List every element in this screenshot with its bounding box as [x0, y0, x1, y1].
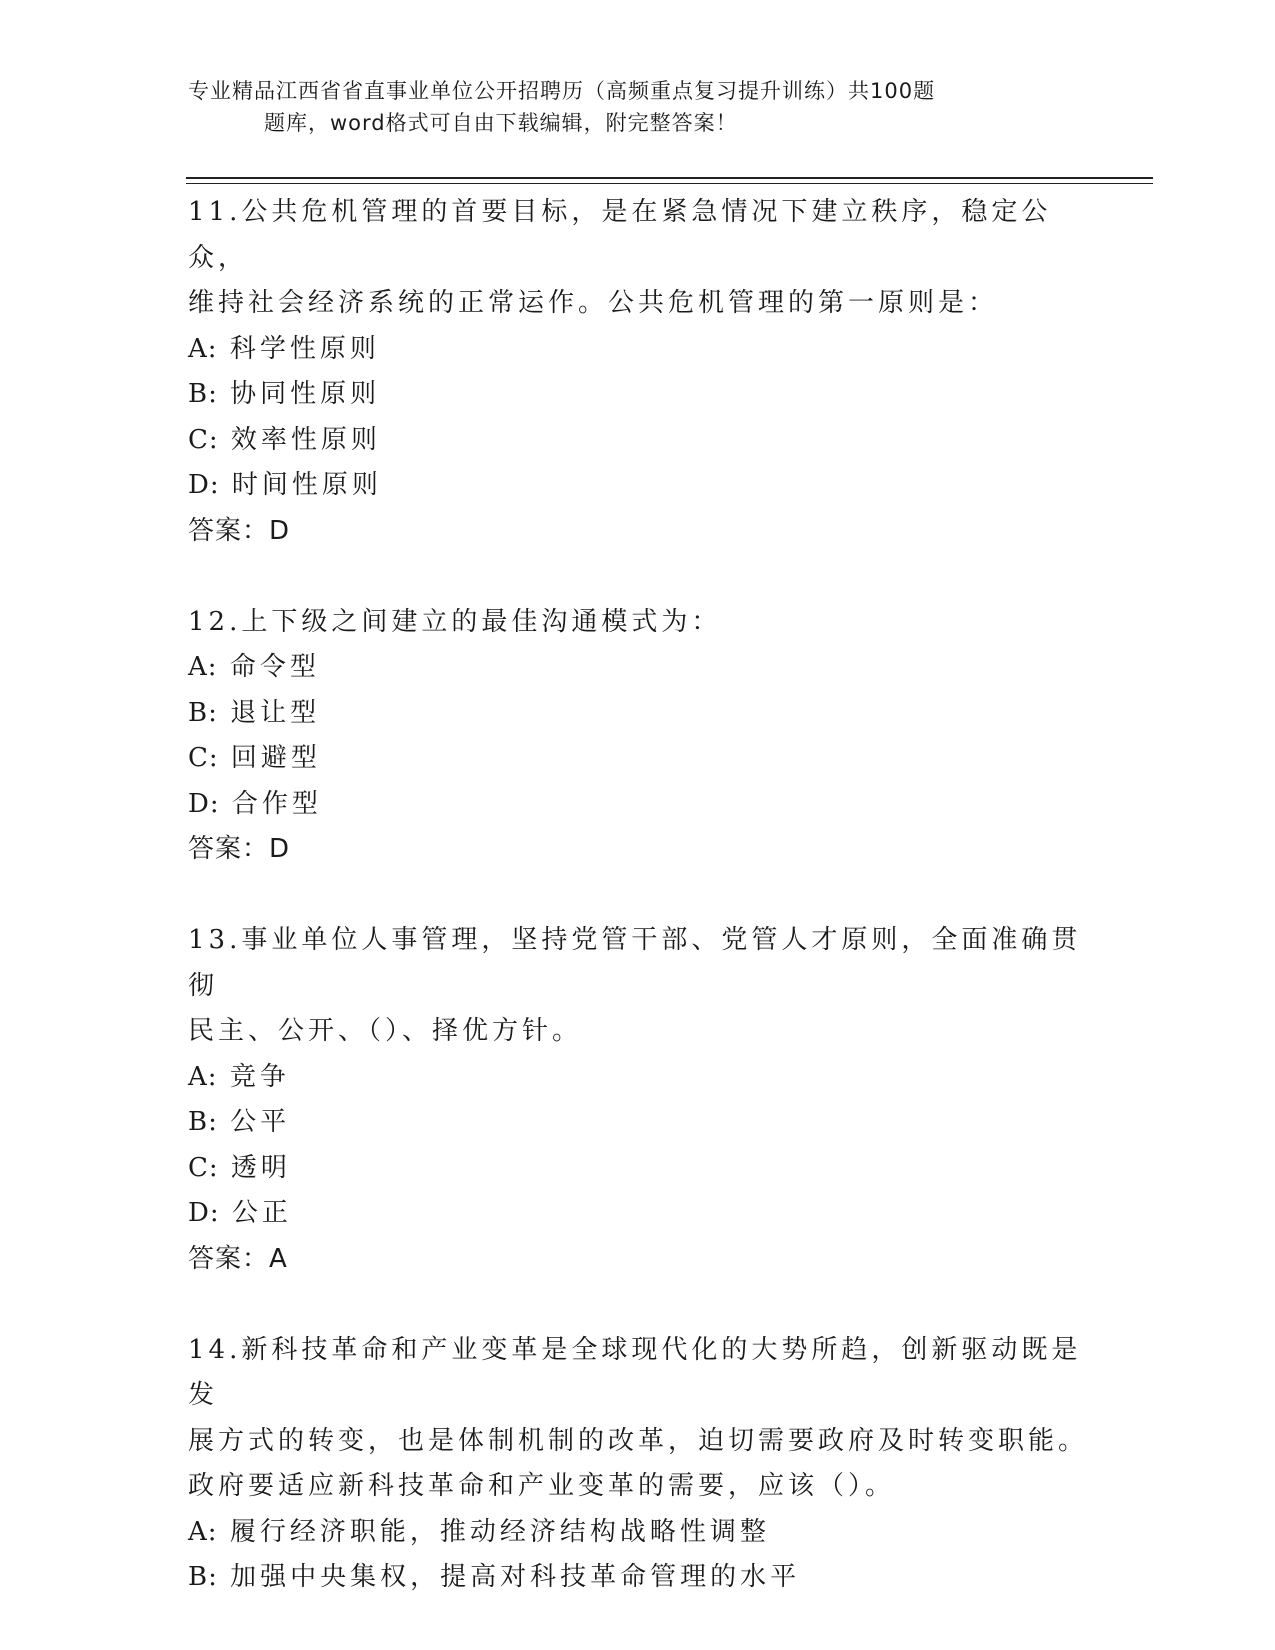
answer-line: 答案：D — [188, 834, 291, 864]
option-key: A: — [188, 1516, 218, 1547]
option-text: 透明 — [230, 1152, 291, 1183]
option-key: C: — [188, 424, 219, 455]
option-key: B: — [188, 697, 218, 728]
option-d — [188, 782, 1088, 828]
question-11 — [188, 190, 1088, 554]
option-a — [188, 1510, 1088, 1556]
question-text: 14.新科技革命和产业变革是全球现代化的大势所趋，创新驱动既是发 — [188, 1334, 1082, 1410]
question-text: 展方式的转变，也是体制机制的改革，迫切需要政府及时转变职能。 — [188, 1425, 1089, 1456]
question-text: 民主、公开、（）、择优方针。 — [188, 1016, 583, 1046]
option-key: B: — [188, 1562, 218, 1592]
option-b — [188, 691, 1088, 737]
option-key: A: — [188, 333, 218, 364]
spacer — [188, 554, 1088, 600]
option-text: 命令型 — [229, 652, 320, 682]
question-text: 政府要适应新科技革命和产业变革的需要，应该（）。 — [188, 1471, 896, 1501]
header-divider-thin — [186, 183, 1153, 184]
option-text: 回避型 — [230, 743, 321, 773]
option-text: 合作型 — [231, 788, 322, 819]
question-text: 13.事业单位人事管理，坚持党管干部、党管人才原则，全面准确贯彻 — [188, 925, 1082, 1001]
option-key: B: — [188, 1107, 218, 1137]
option-key: A: — [188, 1061, 218, 1092]
option-c — [188, 418, 1088, 464]
answer-line: 答案：D — [188, 515, 291, 546]
question-text: 11.公共危机管理的首要目标，是在紧急情况下建立秩序，稳定公众， — [188, 197, 1052, 273]
option-text: 时间性原则 — [231, 470, 382, 500]
option-b — [188, 372, 1088, 418]
question-text: 维持社会经济系统的正常运作。公共危机管理的第一原则是： — [188, 288, 999, 318]
question-14 — [188, 1328, 1088, 1601]
document-header — [188, 75, 1088, 139]
spacer — [188, 873, 1088, 919]
option-d — [188, 1191, 1088, 1237]
option-text: 效率性原则 — [230, 424, 381, 455]
option-text: 公正 — [231, 1198, 292, 1228]
option-a — [188, 327, 1088, 373]
option-key: C: — [188, 743, 219, 773]
option-text: 协同性原则 — [230, 379, 381, 409]
option-a — [188, 1055, 1088, 1101]
option-text: 加强中央集权，提高对科技革命管理的水平 — [230, 1562, 801, 1592]
question-13 — [188, 918, 1088, 1282]
option-text: 履行经济职能，推动经济结构战略性调整 — [229, 1516, 770, 1547]
option-text: 竞争 — [229, 1061, 290, 1092]
option-c — [188, 736, 1088, 782]
question-list — [188, 190, 1088, 1601]
option-key: D: — [188, 1198, 220, 1228]
question-text: 12.上下级之间建立的最佳沟通模式为： — [188, 606, 722, 637]
option-key: D: — [188, 788, 220, 819]
option-key: A: — [188, 652, 218, 682]
option-text: 公平 — [230, 1107, 291, 1137]
option-text: 退让型 — [230, 697, 321, 728]
option-b — [188, 1555, 1088, 1601]
spacer — [188, 1282, 1088, 1328]
question-12 — [188, 600, 1088, 873]
header-line-2: 题库，word格式可自由下载编辑，附完整答案！ — [264, 111, 738, 135]
option-text: 科学性原则 — [229, 333, 380, 364]
option-key: B: — [188, 379, 218, 409]
option-c — [188, 1146, 1088, 1192]
option-b — [188, 1100, 1088, 1146]
option-key: D: — [188, 470, 220, 500]
answer-line: 答案：A — [188, 1243, 288, 1274]
option-d — [188, 463, 1088, 509]
header-divider-thick — [186, 177, 1153, 179]
header-line-1: 专业精品江西省省直事业单位公开招聘历（高频重点复习提升训练）共100题 — [188, 79, 936, 103]
option-a — [188, 645, 1088, 691]
option-key: C: — [188, 1152, 219, 1183]
